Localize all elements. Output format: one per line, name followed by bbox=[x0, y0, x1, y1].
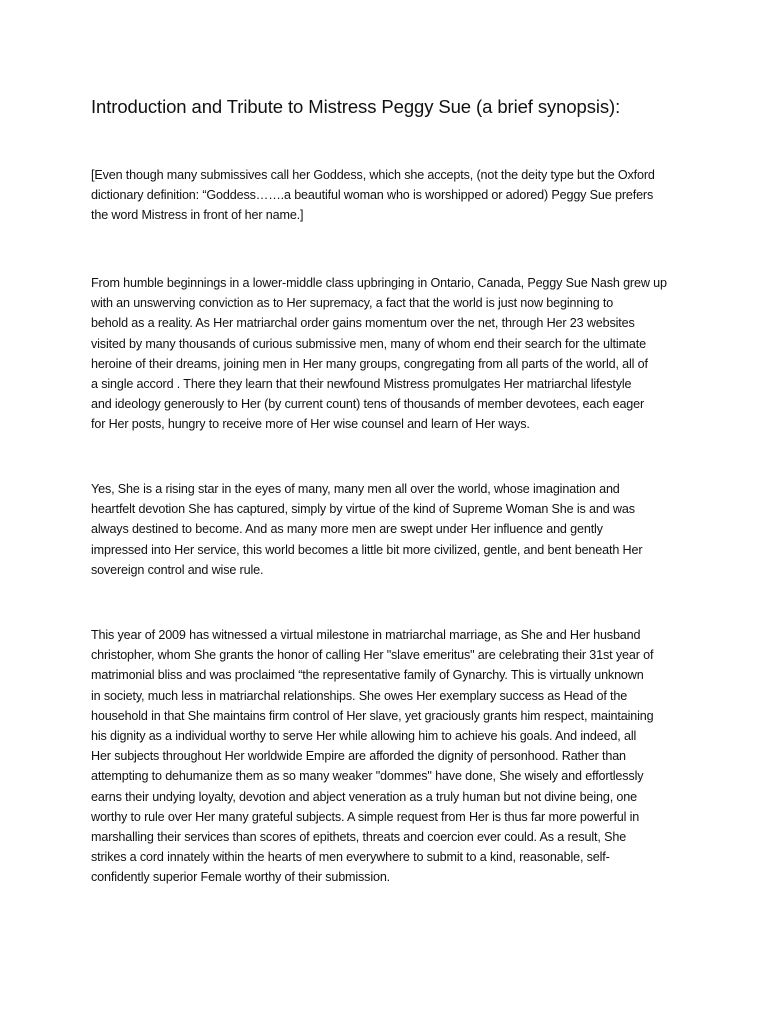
text-line: visited by many thousands of curious submissive men, many of whom end their search for the ultimate bbox=[91, 336, 646, 351]
text-line: strikes a cord innately within the hearts of men everywhere to submit to a kind, reasonable, self- bbox=[91, 850, 610, 865]
text-line: the word Mistress in front of her name.] bbox=[91, 208, 304, 223]
text-line: with an unswerving conviction as to Her supremacy, a fact that the world is just now beginning to bbox=[91, 296, 614, 311]
text-line: earns their undying loyalty, devotion and abject veneration as a truly human but not divine being, one bbox=[91, 789, 637, 804]
text-line: From humble beginnings in a lower-middle class upbringing in Ontario, Canada, Peggy Sue Nash grew up bbox=[91, 276, 667, 290]
text-line: christopher, whom She grants the honor of calling Her "slave emeritus" are celebrating their 31st year of bbox=[91, 648, 654, 663]
text-line: heartfelt devotion She has captured, simply by virtue of the kind of Supreme Woman She is and was bbox=[91, 502, 635, 517]
paragraph-humble-beginnings bbox=[91, 273, 691, 435]
text-line: Yes, She is a rising star in the eyes of many, many men all over the world, whose imagination and bbox=[91, 482, 620, 496]
text-line: attempting to dehumanize them as so many weaker "dommes" have done, She wisely and effortlessly bbox=[91, 769, 644, 784]
text-line: a single accord . There they learn that their newfound Mistress promulgates Her matriarchal lifestyle bbox=[91, 377, 632, 392]
paragraph-rising-star bbox=[91, 479, 691, 580]
text-line: matrimonial bliss and was proclaimed “the representative family of Gynarchy. This is virtually unknown bbox=[91, 668, 644, 683]
text-line: household in that She maintains firm control of Her slave, yet graciously grants him respect, maintaining bbox=[91, 708, 654, 723]
text-line: heroine of their dreams, joining men in Her many groups, congregating from all parts of the world, all of bbox=[91, 356, 648, 371]
text-line: and ideology generously to Her (by current count) tens of thousands of member devotees, each eager bbox=[91, 397, 645, 412]
text-line: in society, much less in matriarchal relationships. She owes Her exemplary success as Head of the bbox=[91, 688, 628, 703]
text-line: confidently superior Female worthy of their submission. bbox=[91, 870, 391, 885]
text-line: marshalling their services than scores of epithets, threats and coercion ever could. As a result, She bbox=[91, 830, 627, 845]
text-line: worthy to rule over Her many grateful subjects. A simple request from Her is thus far more powerful in bbox=[91, 809, 640, 824]
text-line: for Her posts, hungry to receive more of Her wise counsel and learn of Her ways. bbox=[91, 417, 530, 432]
text-line: This year of 2009 has witnessed a virtual milestone in matriarchal marriage, as She and Her husband bbox=[91, 628, 641, 642]
text-line: his dignity as a individual worthy to serve Her while allowing him to achieve his goals. And indeed, all bbox=[91, 729, 637, 744]
text-line: dictionary definition: “Goddess…….a beautiful woman who is worshipped or adored) Peggy Sue prefers bbox=[91, 188, 654, 203]
text-line: impressed into Her service, this world becomes a little bit more civilized, gentle, and bent beneath Her bbox=[91, 542, 643, 557]
text-line: behold as a reality. As Her matriarchal order gains momentum over the net, through Her 23 websites bbox=[91, 316, 635, 331]
text-line: sovereign control and wise rule. bbox=[91, 562, 264, 577]
paragraph-milestone-2009 bbox=[91, 625, 691, 888]
text-line: always destined to become. And as many more men are swept under Her influence and gently bbox=[91, 522, 603, 537]
text-line: Her subjects throughout Her worldwide Empire are afforded the dignity of personhood. Rather than bbox=[91, 749, 626, 764]
document-title: Introduction and Tribute to Mistress Peggy Sue (a brief synopsis): bbox=[91, 96, 621, 117]
paragraph-goddess-note bbox=[91, 165, 691, 226]
text-line: [Even though many submissives call her Goddess, which she accepts, (not the deity type but the Oxford bbox=[91, 168, 655, 182]
